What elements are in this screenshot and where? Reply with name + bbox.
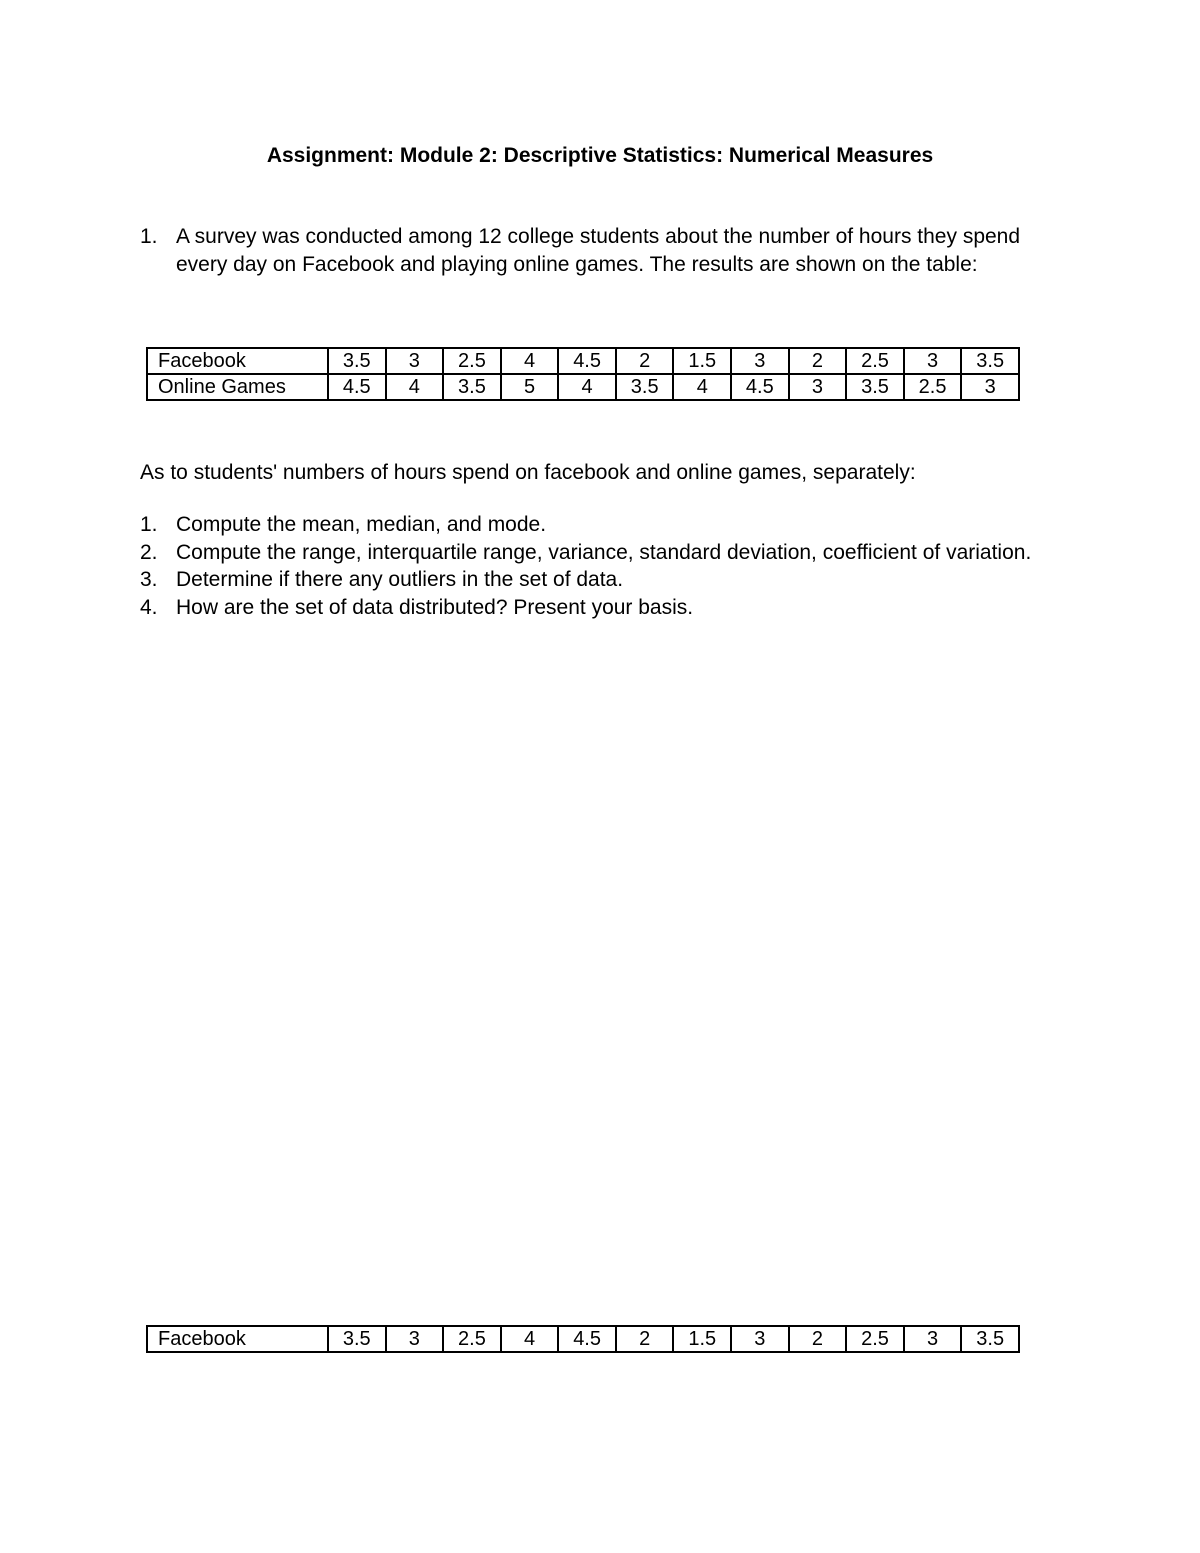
task-item	[140, 566, 1070, 594]
table-cell: 3.5	[328, 1326, 386, 1352]
table-cell: 1.5	[673, 348, 731, 374]
table-row-facebook	[147, 1326, 1019, 1352]
task-item	[140, 594, 1070, 622]
table-cell: 4.5	[328, 374, 386, 400]
table-cell: 4.5	[558, 1326, 616, 1352]
task-number: 1.	[140, 513, 158, 536]
table-cell: 2.5	[846, 1326, 904, 1352]
table-cell: 3	[386, 348, 444, 374]
table-cell: 4	[501, 348, 559, 374]
table-cell: 3	[904, 348, 962, 374]
intro-paragraph: As to students' numbers of hours spend on facebook and online games, separately:	[140, 461, 916, 484]
page-title: Assignment: Module 2: Descriptive Statistics: Numerical Measures	[266, 144, 934, 167]
table-row-online-games	[147, 374, 1019, 400]
table-cell: 4	[673, 374, 731, 400]
table-cell: 2.5	[846, 348, 904, 374]
table-cell: 1.5	[673, 1326, 731, 1352]
table-cell: 3	[731, 348, 789, 374]
task-number: 4.	[140, 595, 158, 619]
task-text: Determine if there any outliers in the set of data.	[176, 568, 624, 591]
task-item	[140, 511, 1070, 539]
table-cell: 3.5	[846, 374, 904, 400]
table-cell: 4.5	[731, 374, 789, 400]
task-number: 3.	[140, 568, 158, 591]
table-cell: 3.5	[961, 1326, 1019, 1352]
question-text: A survey was conducted among 12 college students about the number of hours they spend every day on Facebook and playing online games. The results are shown on the table:	[176, 225, 1021, 276]
table-cell: 3	[789, 374, 847, 400]
table-cell: 3	[731, 1326, 789, 1352]
task-item	[140, 539, 1070, 567]
question-item	[140, 223, 1070, 278]
table-cell: 2	[789, 1326, 847, 1352]
table-cell: 3.5	[328, 348, 386, 374]
question-number: 1.	[140, 225, 158, 248]
table-cell: 4.5	[558, 348, 616, 374]
table-cell: 2.5	[443, 348, 501, 374]
table-cell: 4	[386, 374, 444, 400]
row-label: Online Games	[147, 374, 328, 400]
table-cell: 2.5	[904, 374, 962, 400]
table-cell: 3.5	[443, 374, 501, 400]
row-label: Facebook	[147, 348, 328, 374]
facebook-table	[146, 1325, 1020, 1353]
task-text: Compute the mean, median, and mode.	[176, 513, 547, 536]
table-cell: 3	[961, 374, 1019, 400]
task-text: How are the set of data distributed? Present your basis.	[176, 595, 694, 619]
task-list	[140, 511, 1070, 621]
survey-table	[146, 347, 1020, 401]
task-number: 2.	[140, 540, 158, 564]
table-row-facebook	[147, 348, 1019, 374]
table-cell: 2	[616, 1326, 674, 1352]
table-cell: 3.5	[616, 374, 674, 400]
table-cell: 4	[558, 374, 616, 400]
row-label: Facebook	[147, 1326, 328, 1352]
task-text: Compute the range, interquartile range, variance, standard deviation, coefficient of variation.	[176, 540, 1032, 564]
table-cell: 2	[616, 348, 674, 374]
table-cell: 3	[904, 1326, 962, 1352]
table-cell: 2	[789, 348, 847, 374]
table-cell: 4	[501, 1326, 559, 1352]
table-cell: 3.5	[961, 348, 1019, 374]
table-cell: 2.5	[443, 1326, 501, 1352]
table-cell: 3	[386, 1326, 444, 1352]
question-list	[140, 223, 1070, 278]
table-cell: 5	[501, 374, 559, 400]
